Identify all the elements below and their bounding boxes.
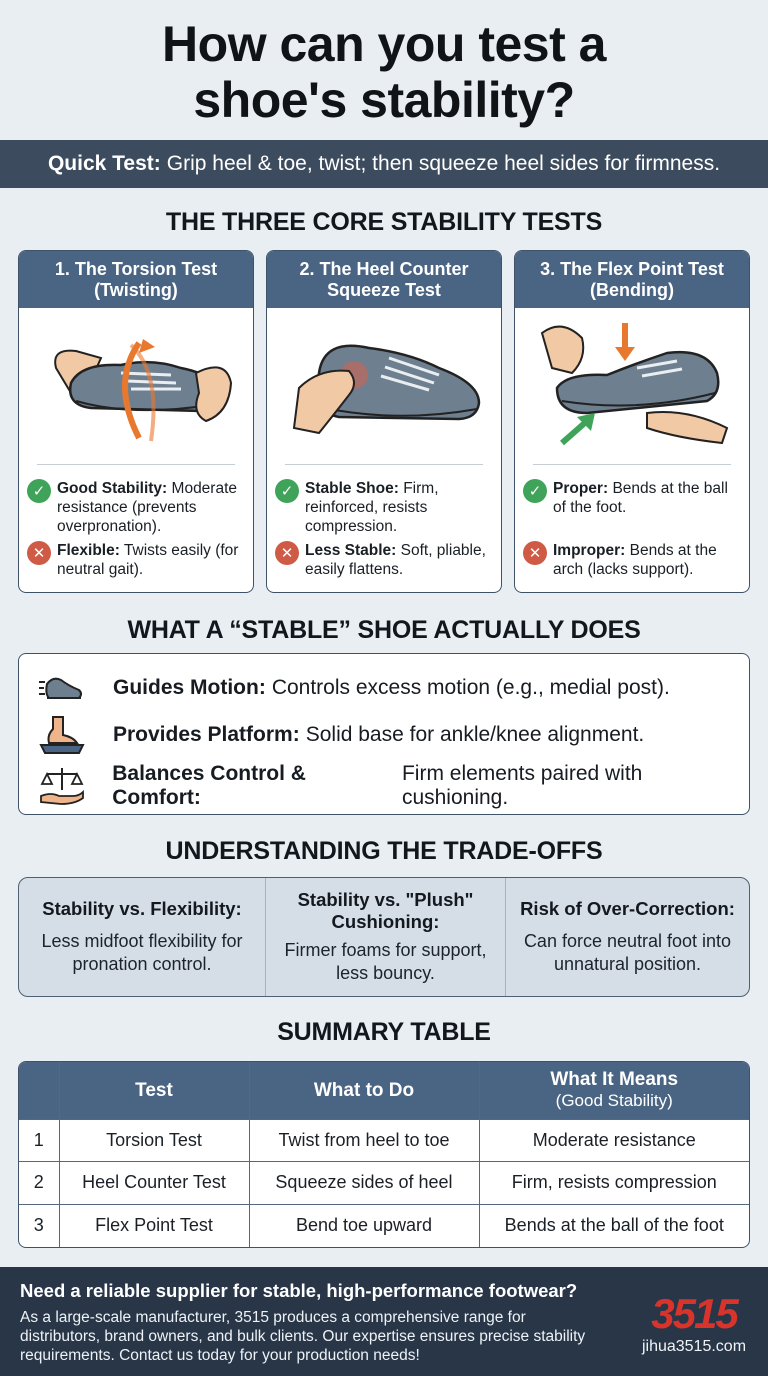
tradeoffs-heading: UNDERSTANDING THE TRADE-OFFS: [165, 837, 603, 865]
table-row: 3 Flex Point Test Bend toe upward Bends at the ball of the foot: [19, 1204, 749, 1247]
check-icon: ✓: [27, 479, 51, 503]
summary-heading: SUMMARY TABLE: [277, 1018, 491, 1046]
foot-on-platform-icon: [37, 715, 87, 755]
twisting-shoe-illustration: [19, 308, 253, 458]
card-title: 1. The Torsion Test (Twisting): [19, 251, 253, 308]
card-title: 3. The Flex Point Test (Bending): [515, 251, 749, 308]
feature-guides-motion: Guides Motion: Controls excess motion (e.g., medial post).: [37, 668, 670, 708]
footer-heading: Need a reliable supplier for stable, high-performance footwear?: [20, 1280, 578, 1301]
footer-url[interactable]: jihua3515.com: [641, 1338, 747, 1355]
feature-provides-platform: Provides Platform: Solid base for ankle/knee alignment.: [37, 715, 644, 755]
header-what-to-do: What to Do: [249, 1062, 479, 1119]
balance-scale-icon: [37, 766, 86, 806]
heel-counter-test-card: [266, 250, 502, 593]
x-icon: ✕: [523, 541, 547, 565]
divider: [285, 464, 483, 465]
x-icon: ✕: [275, 541, 299, 565]
brand-logo: [636, 1291, 752, 1335]
heel-squeeze-illustration: [267, 308, 501, 458]
quick-test-banner: [0, 140, 768, 188]
feature-balances-control: Balances Control & Comfort: Firm elements paired with cushioning.: [37, 762, 749, 810]
header-test: Test: [59, 1062, 249, 1119]
divider: [37, 464, 235, 465]
check-icon: ✓: [523, 479, 547, 503]
table-row: 1 Torsion Test Twist from heel to toe Moderate resistance: [19, 1119, 749, 1162]
core-tests-heading: THE THREE CORE STABILITY TESTS: [165, 208, 603, 236]
header-index: [19, 1062, 59, 1119]
tradeoff-over-correction: Risk of Over-Correction: Can force neutral foot into unnatural position.: [505, 878, 749, 996]
stable-heading: WHAT A “STABLE” SHOE ACTUALLY DOES: [127, 616, 641, 644]
summary-table: [18, 1061, 750, 1248]
good-point: ✓ Good Stability: Moderate resistance (prevents overpronation).: [19, 479, 253, 539]
header-what-it-means: What It Means (Good Stability): [479, 1062, 749, 1119]
good-point: ✓ Proper: Bends at the ball of the foot.: [515, 479, 749, 539]
torsion-test-card: [18, 250, 254, 593]
tradeoff-flexibility: Stability vs. Flexibility: Less midfoot flexibility for pronation control.: [41, 898, 243, 974]
flex-bend-illustration: [515, 308, 749, 458]
quick-test-text: Grip heel & toe, twist; then squeeze heel sides for firmness.: [166, 152, 721, 175]
tradeoff-cushioning: Stability vs. "Plush" Cushioning: Firmer foams for support, less bouncy.: [265, 878, 505, 996]
bad-point: ✕ Flexible: Twists easily (for neutral gait).: [19, 541, 253, 579]
page-title: How can you test a shoe's stability?: [162, 16, 606, 128]
stable-features-box: [18, 653, 750, 815]
footer-banner: [0, 1267, 768, 1376]
tradeoffs-box: [18, 877, 750, 997]
running-shoe-icon: [37, 668, 87, 708]
x-icon: ✕: [27, 541, 51, 565]
quick-test-label: Quick Test:: [47, 152, 161, 175]
card-title: 2. The Heel Counter Squeeze Test: [267, 251, 501, 308]
bad-point: ✕ Less Stable: Soft, pliable, easily flattens.: [267, 541, 501, 579]
check-icon: ✓: [275, 479, 299, 503]
divider: [533, 464, 731, 465]
good-point: ✓ Stable Shoe: Firm, reinforced, resists compression.: [267, 479, 501, 539]
svg-text:3515: 3515: [651, 1291, 737, 1335]
table-header-row: [19, 1062, 749, 1119]
flex-point-test-card: [514, 250, 750, 593]
footer-text: As a large-scale manufacturer, 3515 produces a comprehensive range for distributors, brand owners, and bulk clients. Our expertise ensures precise stability requirements. Contact us today for your production needs!: [20, 1309, 586, 1364]
bad-point: ✕ Improper: Bends at the arch (lacks support).: [515, 541, 749, 579]
table-row: 2 Heel Counter Test Squeeze sides of heel Firm, resists compression: [19, 1162, 749, 1205]
